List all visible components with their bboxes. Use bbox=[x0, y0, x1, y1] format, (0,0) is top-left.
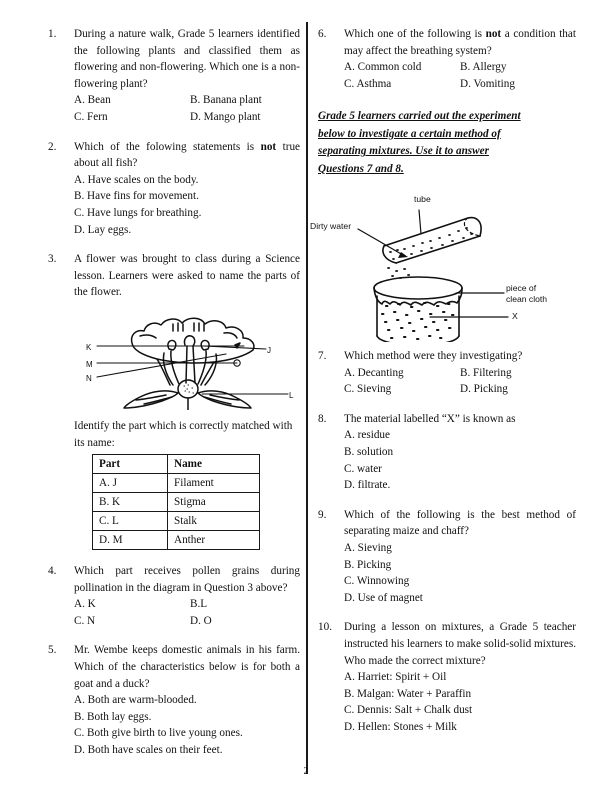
option-b[interactable]: B. Both lay eggs. bbox=[74, 710, 152, 723]
instruction-line-1: Grade 5 learners carried out the experiment bbox=[318, 110, 521, 123]
table-header-row bbox=[93, 455, 260, 474]
cell-name: Filament bbox=[168, 474, 260, 493]
question-1 bbox=[48, 26, 300, 126]
option-c[interactable]: C. Sieving bbox=[344, 383, 392, 396]
option-c[interactable]: C. Have lungs for breathing. bbox=[74, 206, 202, 219]
option-c[interactable]: C. Asthma bbox=[344, 77, 392, 90]
option-list bbox=[344, 540, 576, 606]
flower-label-m: M bbox=[86, 359, 93, 369]
option-c[interactable]: C. water bbox=[344, 462, 382, 475]
cell-part: B. K bbox=[93, 493, 168, 512]
header-name: Name bbox=[168, 455, 260, 474]
instruction-line-2: below to investigate a certain method of bbox=[318, 127, 501, 140]
question-6 bbox=[318, 26, 576, 92]
table-row[interactable] bbox=[93, 512, 260, 531]
option-b[interactable]: B. Picking bbox=[344, 558, 392, 571]
question-stem: Which of the folowing statements is not true about all fish? bbox=[74, 140, 301, 170]
option-d[interactable]: D. Lay eggs. bbox=[74, 223, 132, 236]
option-a[interactable]: A. Decanting bbox=[344, 366, 404, 379]
instruction-line-3: separating mixtures. Use it to answer bbox=[318, 145, 489, 158]
question-number: 5. bbox=[48, 644, 57, 657]
question-5 bbox=[48, 642, 300, 758]
question-number: 2. bbox=[48, 140, 57, 153]
question-stem: Which of the following is the best method of separating maize and chaff? bbox=[344, 508, 576, 538]
option-a[interactable]: A. Sieving bbox=[344, 541, 392, 554]
option-list bbox=[74, 692, 300, 758]
dirty-water-label: Dirty water bbox=[310, 221, 352, 231]
option-c[interactable]: C. Winnowing bbox=[344, 575, 410, 588]
option-a[interactable]: A. residue bbox=[344, 429, 390, 442]
option-d[interactable]: D. Picking bbox=[460, 383, 508, 396]
question-stem: Which method were they investigating? bbox=[344, 350, 523, 362]
clean-cloth-label-line1: piece of bbox=[506, 283, 537, 293]
option-d[interactable]: D. filtrate. bbox=[344, 479, 391, 492]
right-column bbox=[310, 26, 576, 748]
option-b[interactable]: B. Allergy bbox=[460, 61, 507, 74]
flower-label-j: J bbox=[267, 345, 271, 355]
flower-label-l: L bbox=[289, 390, 294, 400]
flower-label-k: K bbox=[86, 342, 92, 352]
option-b[interactable]: B. Filtering bbox=[460, 366, 512, 379]
tube-label: tube bbox=[414, 194, 431, 204]
option-a[interactable]: A. Both are warm-blooded. bbox=[74, 694, 197, 707]
option-a[interactable]: A. Harriet: Spirit + Oil bbox=[344, 671, 447, 684]
question-stem: Which part receives pollen grains during pollination in the diagram in Question 3 above? bbox=[74, 565, 300, 594]
table-row[interactable] bbox=[93, 474, 260, 493]
question-number: 10. bbox=[318, 621, 332, 634]
clean-cloth-label-line2: clean cloth bbox=[506, 294, 548, 304]
question-10 bbox=[318, 619, 576, 735]
cell-name: Stigma bbox=[168, 493, 260, 512]
table-row[interactable] bbox=[93, 493, 260, 512]
cell-part: A. J bbox=[93, 474, 168, 493]
option-list bbox=[344, 427, 576, 493]
page-number: 2 bbox=[303, 766, 309, 777]
option-list bbox=[344, 669, 576, 735]
cell-name: Anther bbox=[168, 531, 260, 550]
filtration-diagram bbox=[310, 190, 576, 342]
sub-prompt: Identify the part which is correctly matched with its name: bbox=[74, 419, 293, 449]
question-stem: Mr. Wembe keeps domestic animals in his farm. Which of the characteristics below is for both a goat and a duck? bbox=[74, 644, 300, 690]
option-b[interactable]: B. solution bbox=[344, 445, 394, 458]
question-number: 7. bbox=[318, 350, 327, 362]
option-c[interactable]: C. N bbox=[74, 614, 96, 627]
question-stem: Which one of the following is not a condition that may affect the breathing system? bbox=[344, 28, 576, 57]
option-list bbox=[344, 59, 576, 92]
header-part: Part bbox=[93, 455, 168, 474]
question-number: 4. bbox=[48, 565, 57, 578]
option-list bbox=[74, 92, 300, 125]
experiment-instruction bbox=[318, 108, 576, 178]
option-d[interactable]: D. Both have scales on their feet. bbox=[74, 744, 223, 757]
x-label: X bbox=[512, 311, 518, 321]
option-b[interactable]: B. Malgan: Water + Paraffin bbox=[344, 687, 472, 700]
emphasis-not: not bbox=[260, 140, 277, 153]
question-stem: A flower was brought to class during a Science lesson. Learners were asked to name the parts of the flower. bbox=[74, 253, 300, 299]
option-list bbox=[74, 172, 300, 238]
option-d[interactable]: D. O bbox=[190, 614, 212, 627]
question-number: 9. bbox=[318, 508, 327, 521]
option-list bbox=[74, 596, 300, 629]
cell-name: Stalk bbox=[168, 512, 260, 531]
question-number: 6. bbox=[318, 28, 327, 40]
cell-part: D. M bbox=[93, 531, 168, 550]
question-8 bbox=[318, 411, 576, 494]
question-number: 8. bbox=[318, 412, 327, 425]
option-a[interactable]: A. K bbox=[74, 598, 96, 611]
question-number: 3. bbox=[48, 253, 57, 266]
option-b[interactable]: B. Banana plant bbox=[190, 94, 262, 107]
option-d[interactable]: D. Vomiting bbox=[460, 77, 515, 90]
option-d[interactable]: D. Mango plant bbox=[190, 110, 261, 123]
question-9 bbox=[318, 507, 576, 607]
question-stem: During a nature walk, Grade 5 learners identified the following plants and classified them as flowering and non-flowering. Which one is a non-flowering plant? bbox=[74, 28, 300, 90]
question-2 bbox=[48, 139, 300, 239]
option-d[interactable]: D. Hellen: Stones + Milk bbox=[344, 720, 457, 733]
option-c[interactable]: C. Both give birth to live young ones. bbox=[74, 727, 243, 740]
cell-part: C. L bbox=[93, 512, 168, 531]
instruction-line-4: Questions 7 and 8. bbox=[318, 162, 404, 175]
question-3 bbox=[48, 251, 300, 550]
option-b[interactable]: B. Have fins for movement. bbox=[74, 190, 199, 203]
filtration-illustration bbox=[318, 190, 576, 342]
emphasis-not: not bbox=[485, 28, 502, 40]
table-row[interactable] bbox=[93, 531, 260, 550]
parts-table bbox=[92, 454, 260, 550]
question-stem: The material labelled “X” is known as bbox=[344, 412, 516, 425]
option-a[interactable]: A. Common cold bbox=[344, 61, 422, 74]
option-list bbox=[344, 365, 576, 398]
option-d[interactable]: D. Use of magnet bbox=[344, 591, 423, 604]
question-7 bbox=[318, 348, 576, 398]
option-c[interactable]: C. Fern bbox=[74, 110, 108, 123]
option-b[interactable]: B.L bbox=[190, 598, 208, 611]
question-4 bbox=[48, 563, 300, 629]
option-a[interactable]: A. Have scales on the body. bbox=[74, 173, 199, 186]
flower-label-n: N bbox=[86, 373, 92, 383]
question-number: 1. bbox=[48, 28, 57, 40]
option-a[interactable]: A. Bean bbox=[74, 94, 111, 107]
flower-diagram bbox=[74, 305, 326, 410]
left-column bbox=[48, 26, 300, 772]
question-stem: During a lesson on mixtures, a Grade 5 teacher instructed his learners to make solid-solid mixtures. Who made the correct mixture? bbox=[344, 621, 576, 667]
option-c[interactable]: C. Dennis: Salt + Chalk dust bbox=[344, 704, 473, 717]
